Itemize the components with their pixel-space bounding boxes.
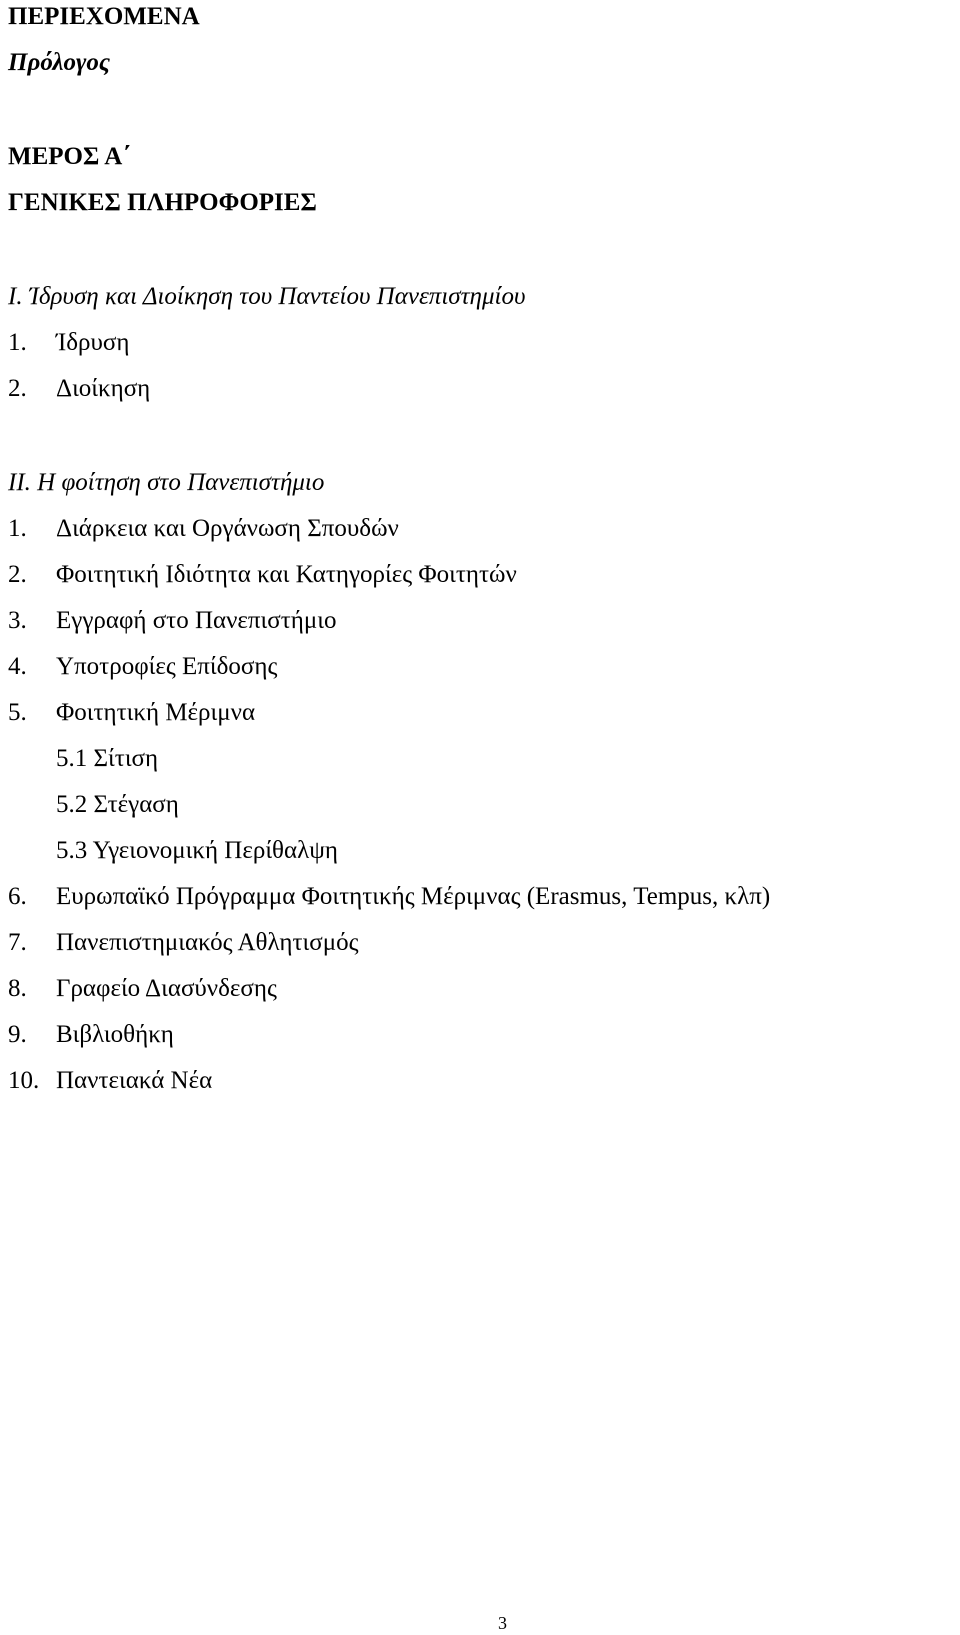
item-number: 2. <box>8 375 27 402</box>
item-number: 6. <box>8 883 27 910</box>
item-number: 2. <box>8 561 27 588</box>
item-number: 5. <box>8 699 27 726</box>
list-item <box>8 652 277 682</box>
prologue-entry: Πρόλογος <box>8 49 111 76</box>
item-text: Ευρωπαϊκό Πρόγραμμα Φοιτητικής Μέριμνας (Erasmus, Tempus, κλπ) <box>56 883 771 910</box>
page-number: 3 <box>498 1613 507 1633</box>
list-item <box>8 374 150 404</box>
sub-list-item: 5.1 Σίτιση <box>56 745 159 772</box>
list-item <box>8 1066 212 1096</box>
item-number: 10. <box>8 1067 40 1094</box>
list-item <box>8 974 277 1004</box>
item-text: Ίδρυση <box>56 329 130 356</box>
item-text: Εγγραφή στο Πανεπιστήμιο <box>56 607 337 634</box>
item-text: Υποτροφίες Επίδοσης <box>56 653 278 680</box>
toc-heading: ΠΕΡΙΕΧΟΜΕΝΑ <box>8 3 200 30</box>
item-text: Διάρκεια και Οργάνωση Σπουδών <box>56 515 399 542</box>
item-text: Πανεπιστημιακός Αθλητισμός <box>56 929 359 956</box>
list-item <box>8 928 359 958</box>
list-item <box>8 328 129 358</box>
item-text: Βιβλιοθήκη <box>56 1021 174 1048</box>
section-1-title: Ι. Ίδρυση και Διοίκηση του Παντείου Πανεπιστημίου <box>8 283 526 310</box>
sub-list-item: 5.2 Στέγαση <box>56 791 179 818</box>
item-number: 1. <box>8 515 27 542</box>
list-item <box>8 1020 174 1050</box>
item-number: 1. <box>8 329 27 356</box>
item-text: Φοιτητική Ιδιότητα και Κατηγορίες Φοιτητών <box>56 561 517 588</box>
list-item <box>8 698 255 728</box>
item-text: Φοιτητική Μέριμνα <box>56 699 256 726</box>
item-number: 9. <box>8 1021 27 1048</box>
list-item <box>8 882 770 912</box>
list-item <box>8 560 517 590</box>
item-number: 4. <box>8 653 27 680</box>
list-item <box>8 606 337 636</box>
part-title: ΜΕΡΟΣ Α΄ <box>8 143 131 170</box>
item-text: Διοίκηση <box>56 375 151 402</box>
item-text: Παντειακά Νέα <box>56 1067 213 1094</box>
part-subtitle: ΓΕΝΙΚΕΣ ΠΛΗΡΟΦΟΡΙΕΣ <box>8 189 317 216</box>
item-number: 7. <box>8 929 27 956</box>
item-number: 3. <box>8 607 27 634</box>
sub-list-item: 5.3 Υγειονομική Περίθαλψη <box>56 837 338 864</box>
section-2-title: ΙΙ. Η φοίτηση στο Πανεπιστήμιο <box>8 469 325 496</box>
list-item <box>8 514 399 544</box>
item-text: Γραφείο Διασύνδεσης <box>56 975 277 1002</box>
item-number: 8. <box>8 975 27 1002</box>
